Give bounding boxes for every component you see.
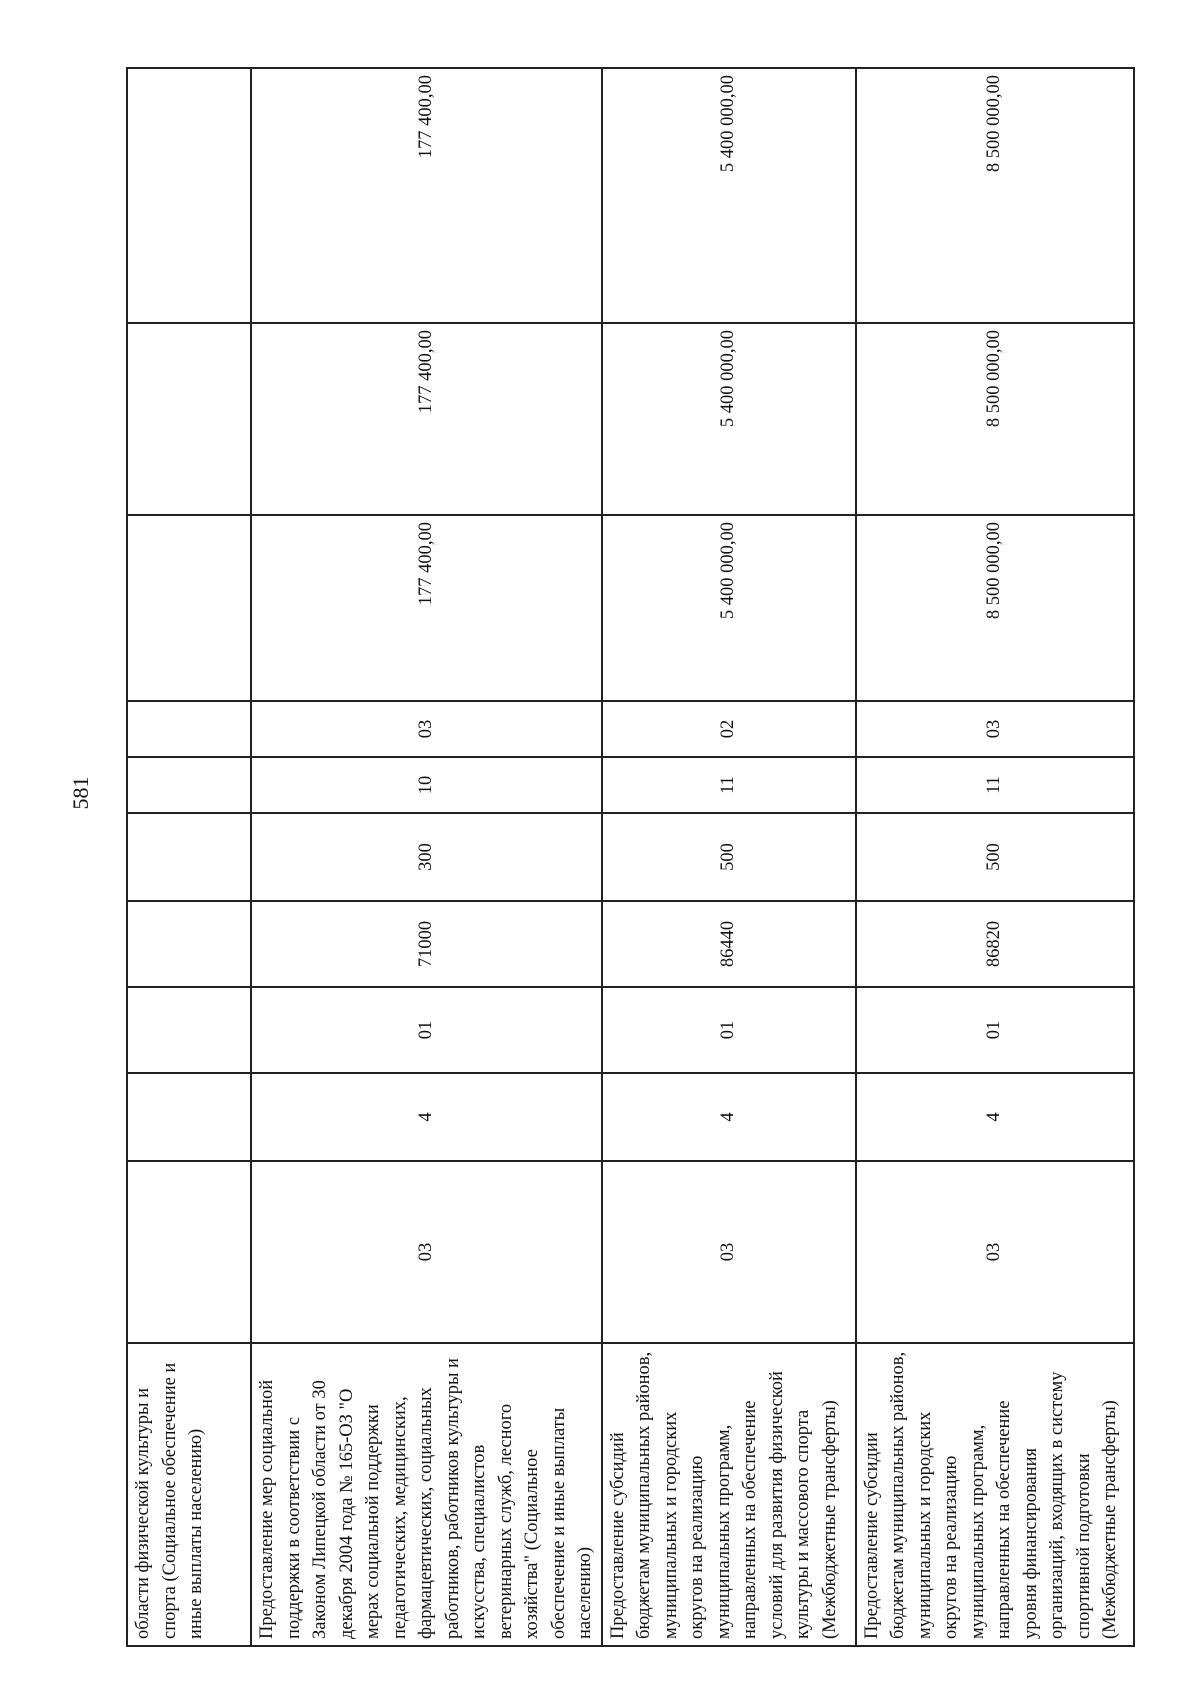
code-cell: 03 — [602, 1161, 856, 1343]
amount-cell — [127, 68, 251, 323]
rotated-table-container — [126, 69, 1120, 1647]
code-cell: 86440 — [602, 901, 856, 987]
table-row — [251, 68, 602, 1646]
code-cell: 500 — [856, 813, 1134, 901]
code-cell: 86820 — [856, 901, 1134, 987]
amount-cell: 177 400,00 — [251, 323, 602, 515]
code-cell — [127, 901, 251, 987]
code-cell — [127, 757, 251, 813]
code-cell: 11 — [856, 757, 1134, 813]
amount-cell: 5 400 000,00 — [602, 515, 856, 701]
page-number: 581 — [68, 776, 93, 810]
amount-cell: 8 500 000,00 — [856, 515, 1134, 701]
code-cell: 03 — [251, 1161, 602, 1343]
code-cell: 01 — [856, 987, 1134, 1073]
amount-cell — [127, 323, 251, 515]
amount-cell — [127, 515, 251, 701]
code-cell: 10 — [251, 757, 602, 813]
code-cell: 4 — [856, 1073, 1134, 1161]
code-cell — [127, 1161, 251, 1343]
amount-cell: 5 400 000,00 — [602, 323, 856, 515]
row-description: Предоставление субсидии бюджетам муниципальных районов, муниципальных и городских округов на реализацию муниципальных программ, направленных на обеспечение уровня финансирования организаций, входящих в систему спортивной подготовки (Межбюджетные трансферты) — [856, 1343, 1134, 1646]
code-cell: 4 — [602, 1073, 856, 1161]
code-cell: 11 — [602, 757, 856, 813]
code-cell: 01 — [602, 987, 856, 1073]
code-cell: 03 — [856, 701, 1134, 757]
code-cell: 03 — [856, 1161, 1134, 1343]
amount-cell: 177 400,00 — [251, 515, 602, 701]
code-cell: 03 — [251, 701, 602, 757]
row-description: области физической культуры и спорта (Социальное обеспечение и иные выплаты населению) — [127, 1343, 251, 1646]
table-row — [127, 68, 251, 1646]
code-cell — [127, 813, 251, 901]
amount-cell: 8 500 000,00 — [856, 68, 1134, 323]
row-description: Предоставление субсидий бюджетам муниципальных районов, муниципальных и городских округов на реализацию муниципальных программ, направленных на обеспечение условий для развития физической культуры и массового спорта (Межбюджетные трансферты) — [602, 1343, 856, 1646]
code-cell: 71000 — [251, 901, 602, 987]
amount-cell: 8 500 000,00 — [856, 323, 1134, 515]
row-description: Предоставление мер социальной поддержки в соответствии с Законом Липецкой области от 30 декабря 2004 года № 165-ОЗ "О мерах социальной поддержки педагогических, медицинских, фармацевтических, социальных работников, работников культуры и искусства, специалистов ветеринарных служб, лесного хозяйства" (Социальное обеспечение и иные выплаты населению) — [251, 1343, 602, 1646]
code-cell: 01 — [251, 987, 602, 1073]
code-cell — [127, 701, 251, 757]
code-cell: 300 — [251, 813, 602, 901]
amount-cell: 177 400,00 — [251, 68, 602, 323]
code-cell: 02 — [602, 701, 856, 757]
table-row — [856, 68, 1134, 1646]
budget-table — [126, 67, 1135, 1647]
code-cell — [127, 1073, 251, 1161]
code-cell: 500 — [602, 813, 856, 901]
amount-cell: 5 400 000,00 — [602, 68, 856, 323]
code-cell: 4 — [251, 1073, 602, 1161]
table-row — [602, 68, 856, 1646]
code-cell — [127, 987, 251, 1073]
